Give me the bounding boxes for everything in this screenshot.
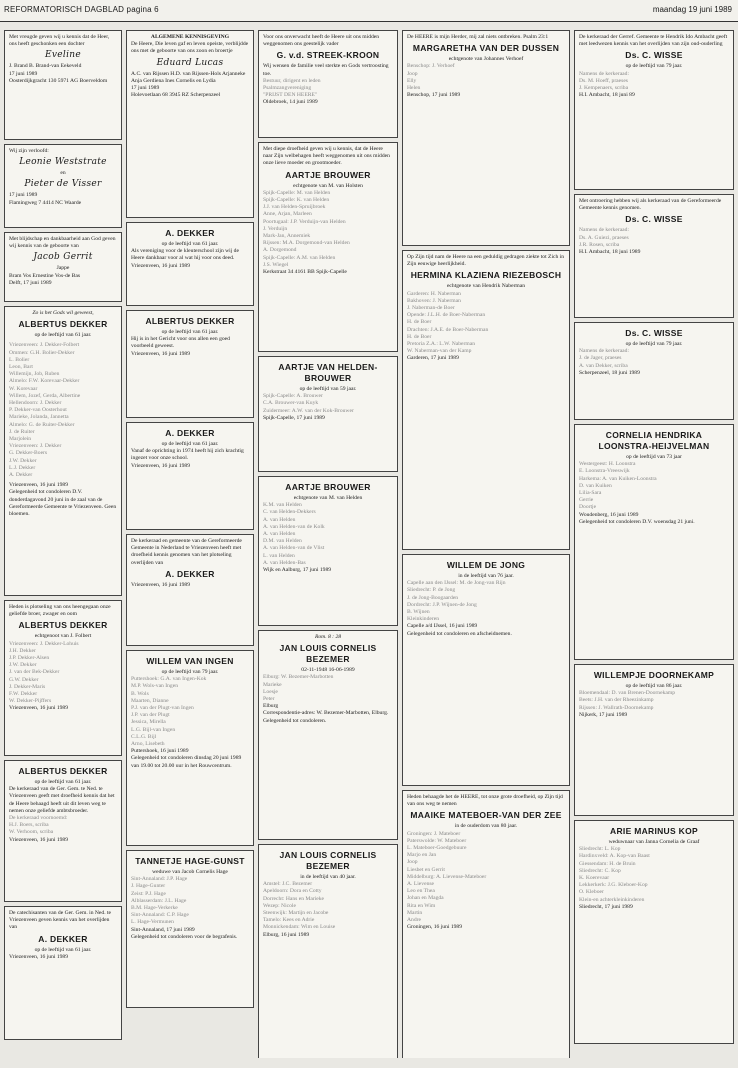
obituary: Rom. 8 : 28 JAN LOUIS CORNELIS BEZEMER 02-11-1948 16-06-1989 Elburg: W. Bezemer-Marbotten Marieke Loesje Peter Elburg Correspondentie-adres: W. Bezemer-Marbotten, Elburg. Gelegenheid tot condoleren.	[258, 630, 398, 840]
obituary: AARTJE VAN HELDEN-BROUWER op de leeftijd van 59 jaar. Spijk-Capelle: A. Brouwer C.A. Brouwer-van Kuyk Zuidermeer: A.W. van der Kok-Brouwer Spijk-Capelle, 17 juni 1989	[258, 356, 398, 472]
obituary: De kerkeraad en gemeente van de Gereformeerde Gemeente in Nederland te Vriezenveen heeft met droefheid kennis genomen van het plotseling overlijden van A. DEKKER Vriezenveen, 16 juni 1989	[126, 534, 254, 646]
column-3	[258, 30, 398, 1058]
birth-announcement: Met blijdschap en dankbaarheid aan God geven wij kennis van de geboorte van Jacob Gerrit Jappe Bram Vos Ernestine Vos-de Bas Delft, 17 juni 1989	[4, 232, 122, 302]
birth-announcement: Met vreugde geven wij u kennis dat de Heer, ons heeft geschonken een dochter Eveline J. Brand B. Brand-van Eekeveld 17 juni 1989 Oosterdijkgracht 130 5971 AG Boerveldom	[4, 30, 122, 140]
obituary: De kerkeraad der Gerref. Gemeente te Hendrik Ido Ambacht geeft met leedwezen kennis van het overlijden van zijn oud-ouderling Ds. C. WISSE op de leeftijd van 79 jaar. Namens de kerkeraad: Ds. M. Hoeff, praeses J. Kempenaers, scriba H.I. Ambacht, 18 juni 89	[574, 30, 734, 190]
obituary: Heden behaagde het de HEERE, tot onze grote droefheid, op Zijn tijd van ons weg te nemen MAAIKE MATEBOER-VAN DER ZEE in de ouderdom van 80 jaar. Groningen: J. Mateboer Paterswolde: W. Mateboer L. Mateboer-Goedgebuure Marjo en Jan Joop Liesbet en Gerrit Middelburg: A. Lievense-Mateboer A. Lievense Leo en Thea Johan en Magda Rita en Wim Martin Andre Groningen, 16 juni 1989	[402, 790, 570, 1058]
obituary: Voor ons onverwacht heeft de Heere uit ons midden weggenomen ons geestelijk vader G. v.d. STREEK-KROON Wij wensen de familie veel sterkte en Gods vertroosting toe. Bestuur, dirigent en leden Psalmzangvereniging "PRIJST DEN HEERE" Oldebroek, 14 juni 1989	[258, 30, 398, 138]
column-5	[574, 30, 734, 1058]
obituary: A. DEKKER op de leeftijd van 61 jaar. Als vereniging voor de kleuterschool zijn wij de Heere dankbaar voor al wat hij voor ons deed. Vriezenveen, 16 juni 1989	[126, 222, 254, 306]
column-1	[4, 30, 122, 1058]
obituary: WILLEMPJE DOORNEKAMP op de leeftijd van 86 jaar. Bloemendaal: D. van Brenen-Doornekamp Beets: J.H. van der Rheezinkamp Rijssen: J. Wallrath-Doornekamp Nijkerk, 17 juni 1989	[574, 664, 734, 816]
obituary: ARIE MARINUS KOP weduwnaar van Janna Cornelia de Graaf Sliedrecht: L. Kop Hardinxveld: A. Kop-van Baast Giessendam: H. de Bruin Sliedrecht: C. Kop K. Koerevaar Lekkerkerk: J.G. Kleboer-Kop O. Kleboer Klein-en achterkleinkinderen Sliedrecht, 17 juni 1989	[574, 820, 734, 1044]
obituary: Zo is het Gods wil geweest, ALBERTUS DEKKER op de leeftijd van 61 jaar. Vriezenveen: J. Dekker-Folbert Ommen: G.H. Bolier-Dekker L. Bolier Leon, Bart Willemijn, Job, Ruben Almelo: F.W. Korevaar-Dekker W. Korevaar Willem, Jozef, Gerda, Albertine Hellendoorn: J. Dekker P. Dekker-van Oosterhout Marieke, Jolanda, Jannetta Almelo: G. de Ruiter-Dekker J. de Ruiter Marjolein Vriezenveen: J. Dekker G. Dekker-Boers J.W. Dekker L.J. Dekker A. Dekker Vriezenveen, 16 juni 1989 Gelegenheid tot condoleren D.V. donderdagavond 20 juni in de zaal van de Gereformeerde Gemeente te Vriezenveen. Geen bloemen.	[4, 306, 122, 596]
obituary: Met ontroering hebben wij als kerkeraad van de Gereformeerde Gemeente kennis genomen. Ds. C. WISSE Namens de kerkeraad: Ds. A. Guiezi, praeses J.R. Rosen, scriba H.I. Ambacht, 18 juni 1989	[574, 194, 734, 318]
newspaper-date: maandag 19 juni 1989	[652, 5, 732, 14]
obituary: Met diepe droefheid geven wij u kennis, dat de Heere naar Zijn welbehagen heeft weggenomen uit ons midden onze lieve moeder en grootmoeder. AARTJE BROUWER echtgenote van M. van Holsten Spijk-Capelle: M. van Helden Spijk-Capelle: K. van Helden J.J. van Helden-Spruijbroek Anne, Arjan, Marleen Poortugaal: J.P. Verduijn-van Helden J. Verduijn Mark-Jan, Annemiek Rijssen: M.A. Dorgemond-van Helden A. Dorgemond Spijk-Capelle: A.M. van Helden J.S. Wiegel Kerkstraat 34 4161 BB Spijk-Capelle	[258, 142, 398, 352]
obituary: Ds. C. WISSE op de leeftijd van 79 jaar. Namens de kerkeraad: J. de Jager, praeses A. van Dekker, scriba Scherpenzeel, 18 juni 1989	[574, 322, 734, 420]
obituary: A. DEKKER op de leeftijd van 61 jaar. Vanaf de oprichting in 1974 heeft hij zich krachtig ingezet voor onze school. Vriezenveen, 16 juni 1989	[126, 422, 254, 530]
column-2	[126, 30, 254, 1058]
obituary: AARTJE BROUWER echtgenote van M. van Helden K.M. van Helden C. van Helden-Dekkers A. van Helden A. van Helden-van de Kolk A. van Helden D.M. van Helden A. van Helden-van de Vlist L. van Helden A. van Helden-Bas Wijk en Aalburg, 17 juni 1989	[258, 476, 398, 626]
obituary: WILLEM DE JONG in de leeftijd van 76 jaar. Capelle aan den IJssel: M. de Jong-van Rijn Sliedrecht: P. de Jong J. de Jong-Boogaarden Dordrecht: J.P. Wijnen-de Jong B. Wijnen Kleinkinderen Capelle a/d IJssel, 16 juni 1989 Gelegenheid tot condoleren en afscheidnemen.	[402, 554, 570, 786]
announcement-name: Eveline	[45, 50, 81, 61]
obituary: Op Zijn tijd nam de Heere na een geduldig gedragen ziekte tot Zich in Zijn eeuwige heerlijkheid. HERMINA KLAZIENA RIEZEBOSCH echtgenote van Hendrik Naberman Garderen: H. Naberman Bakhoven: J. Naberman J. Naberman-de Boer Opende: J.L.H. de Boer-Naberman H. de Boer Drachten: J.A.E. de Boer-Naberman H. de Boer Pretoria Z.A.: L.W. Naberman W. Naberman-van der Kamp Garderen, 17 juni 1989	[402, 250, 570, 550]
newspaper-page-label: REFORMATORISCH DAGBLAD pagina 6	[4, 5, 159, 14]
engagement-announcement: Wij zijn verloofd: Leonie Weststrate en Pieter de Visser 17 juni 1989 Flamingweg 7 4414 NC Waarde	[4, 144, 122, 228]
column-4	[402, 30, 570, 1058]
obituary: WILLEM VAN INGEN op de leeftijd van 79 jaar. Puttershoek: G.A. van Ingen-Kok M.P. Wols-van Ingen B. Wols Maarten, Dianne P.J. van der Plugt-van Ingen J.P. van der Plugt Jessica, Mirella L.G. Bijl-van Ingen C.L.G. Bijl Arno, Lisebeth Puttershoek, 16 juni 1989 Gelegenheid tot condoleren dinsdag 20 juni 1989 van 19.00 tot 20.00 uur in het Rouwcentrum.	[126, 650, 254, 846]
obituary: CORNELIA HENDRIKA LOONSTRA-HEIJVELMAN op de leeftijd van 73 jaar Westergeest: H. Loonstra E. Loonstra-Vreeswijk Harkema: A. van Kuiken-Loonstra D. van Kuiken Lilia-Sara Gerrie Doortje Woudenberg, 16 juni 1989 Gelegenheid tot condoleren D.V. woensdag 21 juni.	[574, 424, 734, 660]
birth-announcement: ALGEMENE KENNISGEVING De Heere, Die leven gaf en leven opeiste, verblijdde ons met de geboorte van ons zoon en broertje Eduard Lucas A.C. van Rijssen H.D. van Rijssen-Hols Arjanneke Anja Gerdiena Ines Cornelis en Lydia 17 juni 1989 Holevoetlaan 68 3945 RZ Scherpenzeel	[126, 30, 254, 218]
obituary: De HEERE is mijn Herder, mij zal niets ontbreken. Psalm 23:1 MARGARETHA VAN DER DUSSEN echtgenote van Johannes Verhoef Benschop: J. Verhoef Joop Elly Helen Benschop, 17 juni 1989	[402, 30, 570, 246]
obituary: ALBERTUS DEKKER op de leeftijd van 61 jaar. De kerkeraad van de Ger. Gem. te Ned. te Vriezenveen geeft met droefheid kennis dat het de Heere behaagd heeft uit dit leven weg te nemen onze geliefde ambtsbroeder. De kerkeraad voornoemd: H.J. Boers, scriba W. Verhoom, scriba Vriezenveen, 16 juni 1989	[4, 760, 122, 902]
obituary: De catechisanten van de Ger. Gem. in Ned. te Vriezenveen geven kennis van het overlijden van A. DEKKER op de leeftijd van 61 jaar. Vriezenveen, 16 juni 1989	[4, 906, 122, 1040]
obituary: JAN LOUIS CORNELIS BEZEMER in de leeftijd van 40 jaar. Amstel: J.C. Bezemer Apeldoorn: Dora en Cotty Dorrecht: Hans en Marieke Wezep: Nicole Steenwijk: Martijn en Jacobe Tamelo: Kees en Adrie Monnickendam: Wim en Louise Elburg, 16 juni 1989	[258, 844, 398, 1058]
obituary: TANNETJE HAGE-GUNST weduwe van Jacob Cornelis Hage Sint-Annaland: J.P. Hage J. Hage-Gunter Zeist: P.J. Hage Alblasserdam: J.L. Hage B.M. Hage-Verkerke Sint-Annaland: C.P. Hage L. Hage-Vermunen Sint-Annaland, 17 juni 1989 Gelegenheid tot condoleren voor de begrafenis.	[126, 850, 254, 1008]
page-masthead	[0, 0, 738, 22]
obituary: ALBERTUS DEKKER op de leeftijd van 61 jaar. Hij is in het Gericht voor ons allen een goed voorbeeld geweest. Vriezenveen, 16 juni 1989	[126, 310, 254, 418]
obituary: Heden is plotseling van ons heengegaan onze geliefde broer, zwager en oom ALBERTUS DEKKER echtgenoot van J. Folbert Vriezenveen: J. Dekker-Lohuis J.H. Dekker J.P. Dekker-Alsen J.W. Dekker J. van der Bek-Dekker G.W. Dekker J. Dekker-Maris F.W. Dekker W. Dekker-Pijffers Vriezenveen, 16 juni 1989	[4, 600, 122, 756]
